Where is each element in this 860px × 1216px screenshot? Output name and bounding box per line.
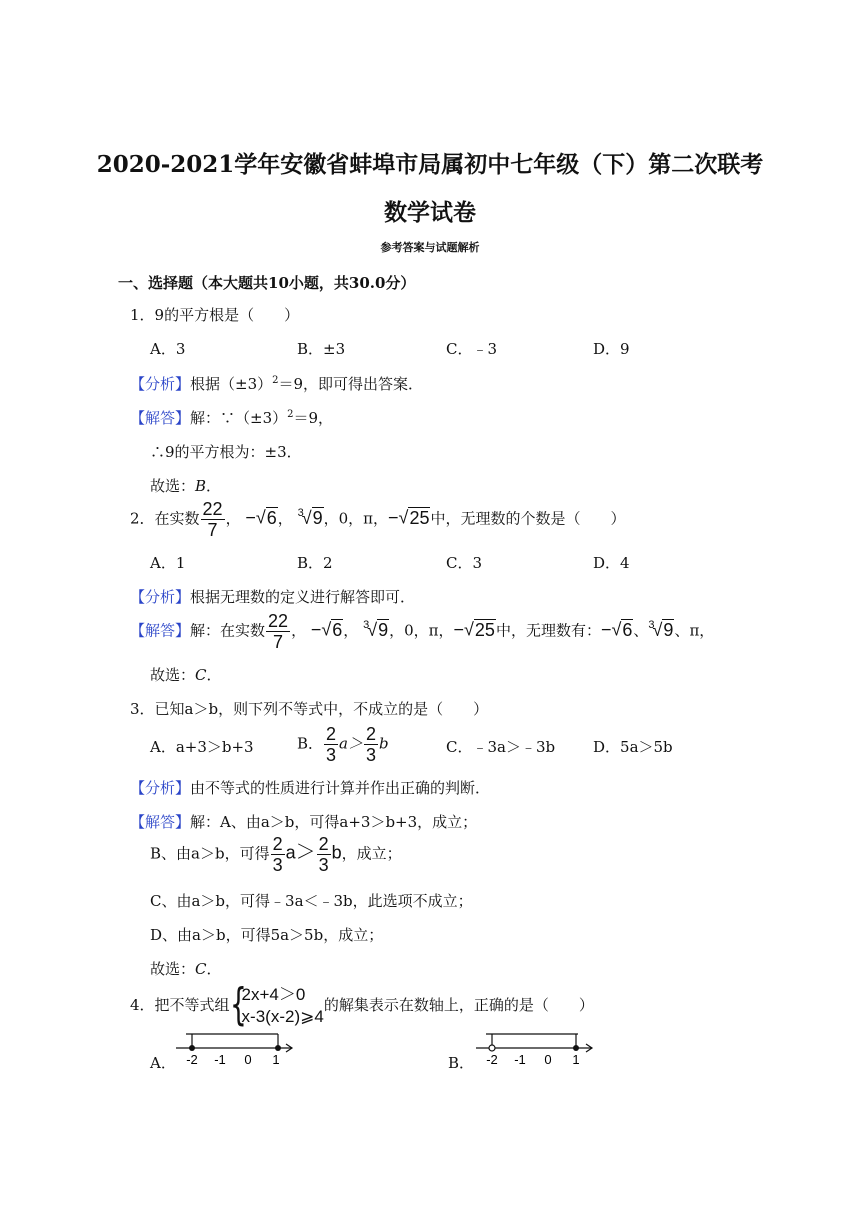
q1-option-d: D．9 (593, 340, 630, 358)
page-subtitle: 参考答案与试题解析 (380, 241, 480, 254)
svg-text:-1: -1 (214, 1052, 226, 1067)
q3-answer: 【解答】解：A、由a＞b，可得a+3＞b+3，成立； (130, 813, 478, 831)
svg-text:1: 1 (572, 1052, 580, 1067)
q3-option-d: D．5a＞5b (593, 738, 673, 756)
cube-root: $^3$√9 (297, 506, 323, 528)
svg-text:0: 0 (244, 1052, 252, 1067)
svg-text:1: 1 (272, 1052, 280, 1067)
radical: −√6 (245, 507, 277, 528)
q2-analysis: 【分析】根据无理数的定义进行解答即可． (130, 588, 416, 606)
q2-option-d: D．4 (593, 554, 630, 572)
number-line-b (472, 1030, 602, 1072)
q1-stem: 1．9的平方根是（ ） (130, 306, 300, 324)
answer-tag: 【解答】 (130, 409, 191, 427)
q3-analysis: 【分析】由不等式的性质进行计算并作出正确的判断． (130, 779, 491, 797)
fraction: $\frac{22}{7}$ (202, 499, 223, 540)
analysis-tag: 【分析】 (130, 375, 191, 393)
q4-stem: 4．把不等式组 { 2x+4＞0 x-3(x-2)⩾4 的解集表示在数轴上，正确的是（ ） (130, 979, 594, 1030)
q4-option-a-label: A． (150, 1054, 176, 1072)
number-line-a (172, 1030, 302, 1072)
q1-analysis: 【分析】根据$(\pm 3)^2=9$，即可得出答案． (130, 375, 424, 393)
inequality-system: { 2x+4＞0 x-3(x-2)⩾4 (229, 979, 324, 1030)
q1-choice: 故选：B． (150, 477, 222, 495)
q2-choice: 故选：C． (150, 666, 222, 684)
q2-option-c: C．3 (446, 554, 483, 572)
q3-option-b: B． $\frac{2}{3}$ a＞ $\frac{2}{3}$ b (297, 724, 389, 765)
page-title: 2020-2021学年安徽省蚌埠市局属初中七年级（下）第二次联考 (96, 151, 764, 178)
q4-option-b-label: B． (448, 1054, 475, 1072)
q2-stem: 2．在实数 $\frac{22}{7}$ ， −√6， $^3$√9，0，π，−√25中，无理数的个数是（ ） (130, 499, 626, 540)
q2-answer: 【解答】解：在实数 $\frac{22}{7}$ ， −√6， $^3$√9，0，π，−√25中，无理数有：−√6、$^3$√9、π， (130, 611, 715, 652)
q3-line-c: C、由a＞b，可得﹣3a＜﹣3b，此选项不成立； (150, 892, 473, 910)
q3-option-c: C．﹣3a＞﹣3b (446, 738, 556, 756)
q3-stem: 3．已知a＞b，则下列不等式中，不成立的是（ ） (130, 700, 489, 718)
q1-option-a: A．3 (150, 340, 186, 358)
radical: −√25 (388, 507, 430, 528)
q1-option-b: B．±3 (297, 340, 346, 358)
q1-answer: 【解答】解：$\because(\pm 3)^2=9$， (130, 409, 334, 427)
q3-option-a: A．a+3＞b+3 (150, 738, 254, 756)
svg-text:-1: -1 (514, 1052, 526, 1067)
q1-option-c: C．﹣3 (446, 340, 498, 358)
page-title-line2: 数学试卷 (384, 199, 476, 226)
q3-choice: 故选：C． (150, 960, 222, 978)
q2-option-b: B．2 (297, 554, 333, 572)
q3-line-d: D、由a＞b，可得5a＞5b，成立； (150, 926, 384, 944)
q3-line-b: B、由a＞b，可得 $\frac{2}{3}$ a＞ $\frac{2}{3}$ b，成立； (150, 834, 402, 875)
svg-text:-2: -2 (486, 1052, 498, 1067)
section-heading: 一、选择题（本大题共10小题，共30.0分） (118, 274, 416, 292)
q1-conclusion: ∴9的平方根为：±3． (150, 443, 302, 461)
svg-text:0: 0 (544, 1052, 552, 1067)
q2-option-a: A．1 (150, 554, 186, 572)
svg-text:-2: -2 (186, 1052, 198, 1067)
